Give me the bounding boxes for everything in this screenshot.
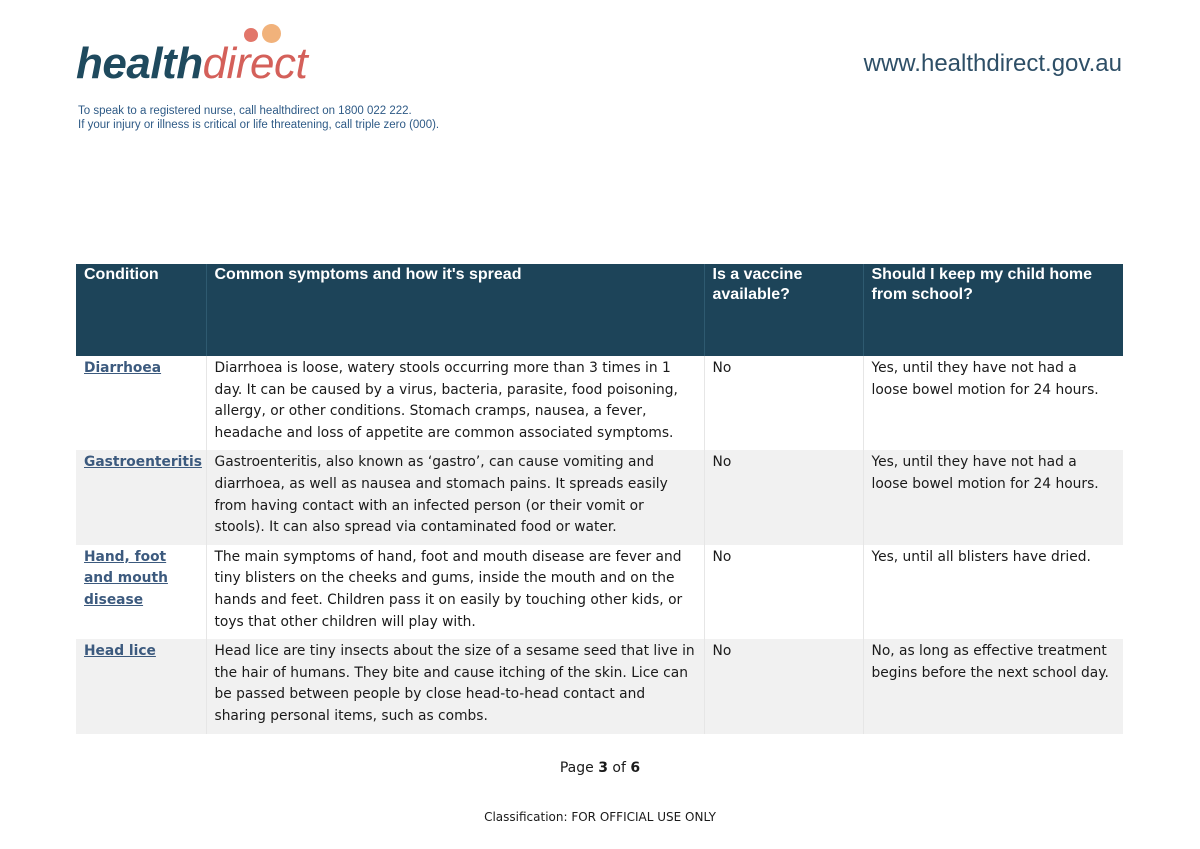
header-school: Should I keep my child home from school? [863, 264, 1123, 356]
conditions-table [76, 264, 1123, 734]
symptoms-cell: Head lice are tiny insects about the size of a sesame seed that live in the hair of humans. They bite and cause itching of the skin. Lice can be passed between people by close head-to-head contact and sharing personal items, such as combs. [206, 639, 704, 733]
condition-link-diarrhoea[interactable]: Diarrhoea [76, 356, 206, 450]
header-vaccine: Is a vaccine available? [704, 264, 863, 356]
school-cell: Yes, until they have not had a loose bowel motion for 24 hours. [863, 450, 1123, 544]
page-of: of [612, 760, 626, 776]
school-cell: Yes, until they have not had a loose bowel motion for 24 hours. [863, 356, 1123, 450]
table-row [76, 450, 1123, 544]
page-total: 6 [630, 760, 641, 776]
page-number [0, 760, 1200, 776]
vaccine-cell: No [704, 450, 863, 544]
contact-emergency-line: If your injury or illness is critical or life threatening, call triple zero (000). [78, 119, 440, 131]
vaccine-cell: No [704, 356, 863, 450]
condition-link-gastroenteritis[interactable]: Gastroenteritis [76, 450, 206, 544]
header-symptoms: Common symptoms and how it's spread [206, 264, 704, 356]
table-row [76, 639, 1123, 733]
website-url: www.healthdirect.gov.au [863, 50, 1122, 77]
logo-word-health: health [76, 39, 203, 88]
contact-nurse-line: To speak to a registered nurse, call healthdirect on 1800 022 222. [78, 105, 412, 117]
condition-link-hand-foot-mouth[interactable]: Hand, foot and mouth disease [76, 545, 206, 639]
vaccine-cell: No [704, 545, 863, 639]
healthdirect-logo [76, 22, 316, 88]
classification-label: Classification: FOR OFFICIAL USE ONLY [484, 810, 716, 824]
symptoms-cell: Gastroenteritis, also known as ‘gastro’, can cause vomiting and diarrhoea, as well as nausea and stomach pains. It spreads easily from having contact with an infected person (or their vomit or stools). It can also spread via contaminated food or water. [206, 450, 704, 544]
symptoms-cell: Diarrhoea is loose, watery stools occurring more than 3 times in 1 day. It can be caused by a virus, bacteria, parasite, food poisoning, allergy, or other conditions. Stomach cramps, nausea, a fever, headache and loss of appetite are common associated symptoms. [206, 356, 704, 450]
logo-word-direct: direct [202, 39, 308, 88]
table-header-row [76, 264, 1123, 356]
logo-wordmark [76, 40, 307, 88]
condition-link-head-lice[interactable]: Head lice [76, 639, 206, 733]
page-current: 3 [598, 760, 608, 776]
header-condition: Condition [76, 264, 206, 356]
vaccine-cell: No [704, 639, 863, 733]
school-cell: Yes, until all blisters have dried. [863, 545, 1123, 639]
contact-info [78, 104, 439, 132]
page-prefix: Page [559, 760, 594, 776]
table-row [76, 356, 1123, 450]
table-row [76, 545, 1123, 639]
school-cell: No, as long as effective treatment begins before the next school day. [863, 639, 1123, 733]
symptoms-cell: The main symptoms of hand, foot and mouth disease are fever and tiny blisters on the cheeks and gums, inside the mouth and on the hands and feet. Children pass it on easily by touching other kids, or toys that other children will play with. [206, 545, 704, 639]
